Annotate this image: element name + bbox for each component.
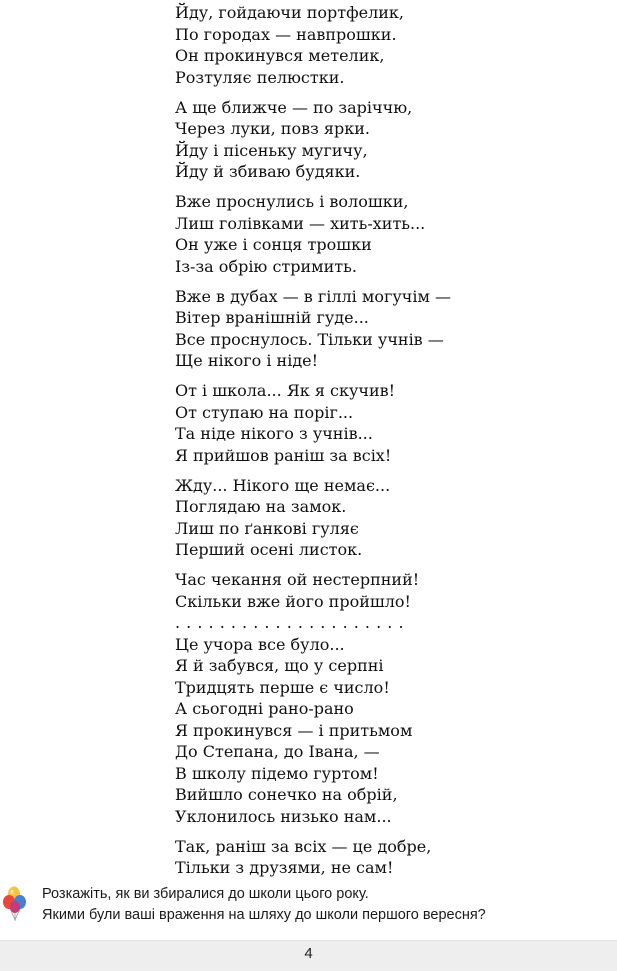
poem-line: Так, раніш за всіх — це добре,	[175, 836, 432, 856]
poem-line: Розтуляє пелюстки.	[175, 67, 345, 87]
poem-line: Поглядаю на замок.	[175, 497, 347, 516]
poem-line: А ще ближче — по заріччю,	[175, 97, 413, 117]
poem-line: Вітер вранішній гуде...	[175, 308, 369, 327]
poem-line: Скільки вже його пройшло!	[175, 591, 411, 611]
poem-line: Лиш голівками — хить-хить...	[175, 213, 426, 233]
page-footer	[0, 940, 617, 971]
stanza	[175, 475, 595, 561]
stanza	[175, 569, 595, 827]
poem-line: Лиш по ґанкові гуляє	[175, 518, 359, 538]
poem-line: Час чекання ой нестерпний!	[175, 570, 420, 589]
poem-line: Йду і пісеньку мугичу,	[175, 140, 368, 160]
poem-line: Із-за обрію стримить.	[175, 256, 357, 276]
poem-line: Йду, гойдаючи портфелик,	[175, 3, 405, 22]
poem-line: Жду... Нікого ще немає...	[175, 475, 391, 495]
question-text	[42, 884, 486, 926]
stanza	[175, 97, 595, 183]
poem-line: Ще нікого і ніде!	[175, 351, 319, 370]
poem	[175, 0, 595, 887]
poem-line: Вже в дубах — в гіллі могучім —	[175, 286, 451, 306]
poem-line: Вийшло сонечко на обрій,	[175, 785, 398, 804]
poem-line: Уклонилось низько нам...	[175, 806, 392, 826]
poem-line: Тільки з друзями, не сам!	[175, 858, 394, 877]
poem-line: От ступаю на поріг...	[175, 402, 354, 422]
poem-line: . . . . . . . . . . . . . . . . . . . . .	[175, 613, 405, 632]
poem-line: Вже проснулись і волошки,	[175, 192, 409, 211]
stanza	[175, 2, 595, 88]
poem-line: Та ніде нікого з учнів...	[175, 424, 373, 443]
page-number: 4	[304, 945, 313, 962]
poem-line: Перший осені листок.	[175, 540, 363, 559]
poem-line: Я прокинувся — і притьмом	[175, 720, 413, 740]
poem-line: Я прийшов раніш за всіх!	[175, 445, 392, 465]
poem-line: Це учора все було...	[175, 634, 345, 654]
balloons-icon	[2, 886, 28, 922]
poem-line: Он уже і сонця трошки	[175, 235, 372, 254]
poem-line: Я й забувся, що у серпні	[175, 656, 384, 675]
poem-line: Все проснулось. Тільки учнів —	[175, 329, 444, 349]
question-line-2: Якими були ваші враження на шляху до школи першого вересня?	[42, 907, 486, 923]
stanza	[175, 191, 595, 277]
poem-line: В школу підемо гуртом!	[175, 763, 379, 783]
poem-line: Он прокинувся метелик,	[175, 46, 385, 65]
poem-line: Йду й збиваю будяки.	[175, 162, 361, 181]
question-line-1: Розкажіть, як ви збиралися до школи цього року.	[42, 886, 369, 902]
poem-line: По городах — навпрошки.	[175, 24, 397, 44]
poem-line: А сьогодні рано-рано	[175, 699, 354, 718]
discussion-question	[0, 882, 617, 932]
stanza	[175, 380, 595, 466]
stanza	[175, 836, 595, 879]
stanza	[175, 286, 595, 372]
poem-line: От і школа... Як я скучив!	[175, 381, 396, 400]
poem-line: До Степана, до Івана, —	[175, 742, 380, 761]
poem-line: Через луки, повз ярки.	[175, 119, 370, 138]
poem-line: Тридцять перше є число!	[175, 677, 390, 697]
